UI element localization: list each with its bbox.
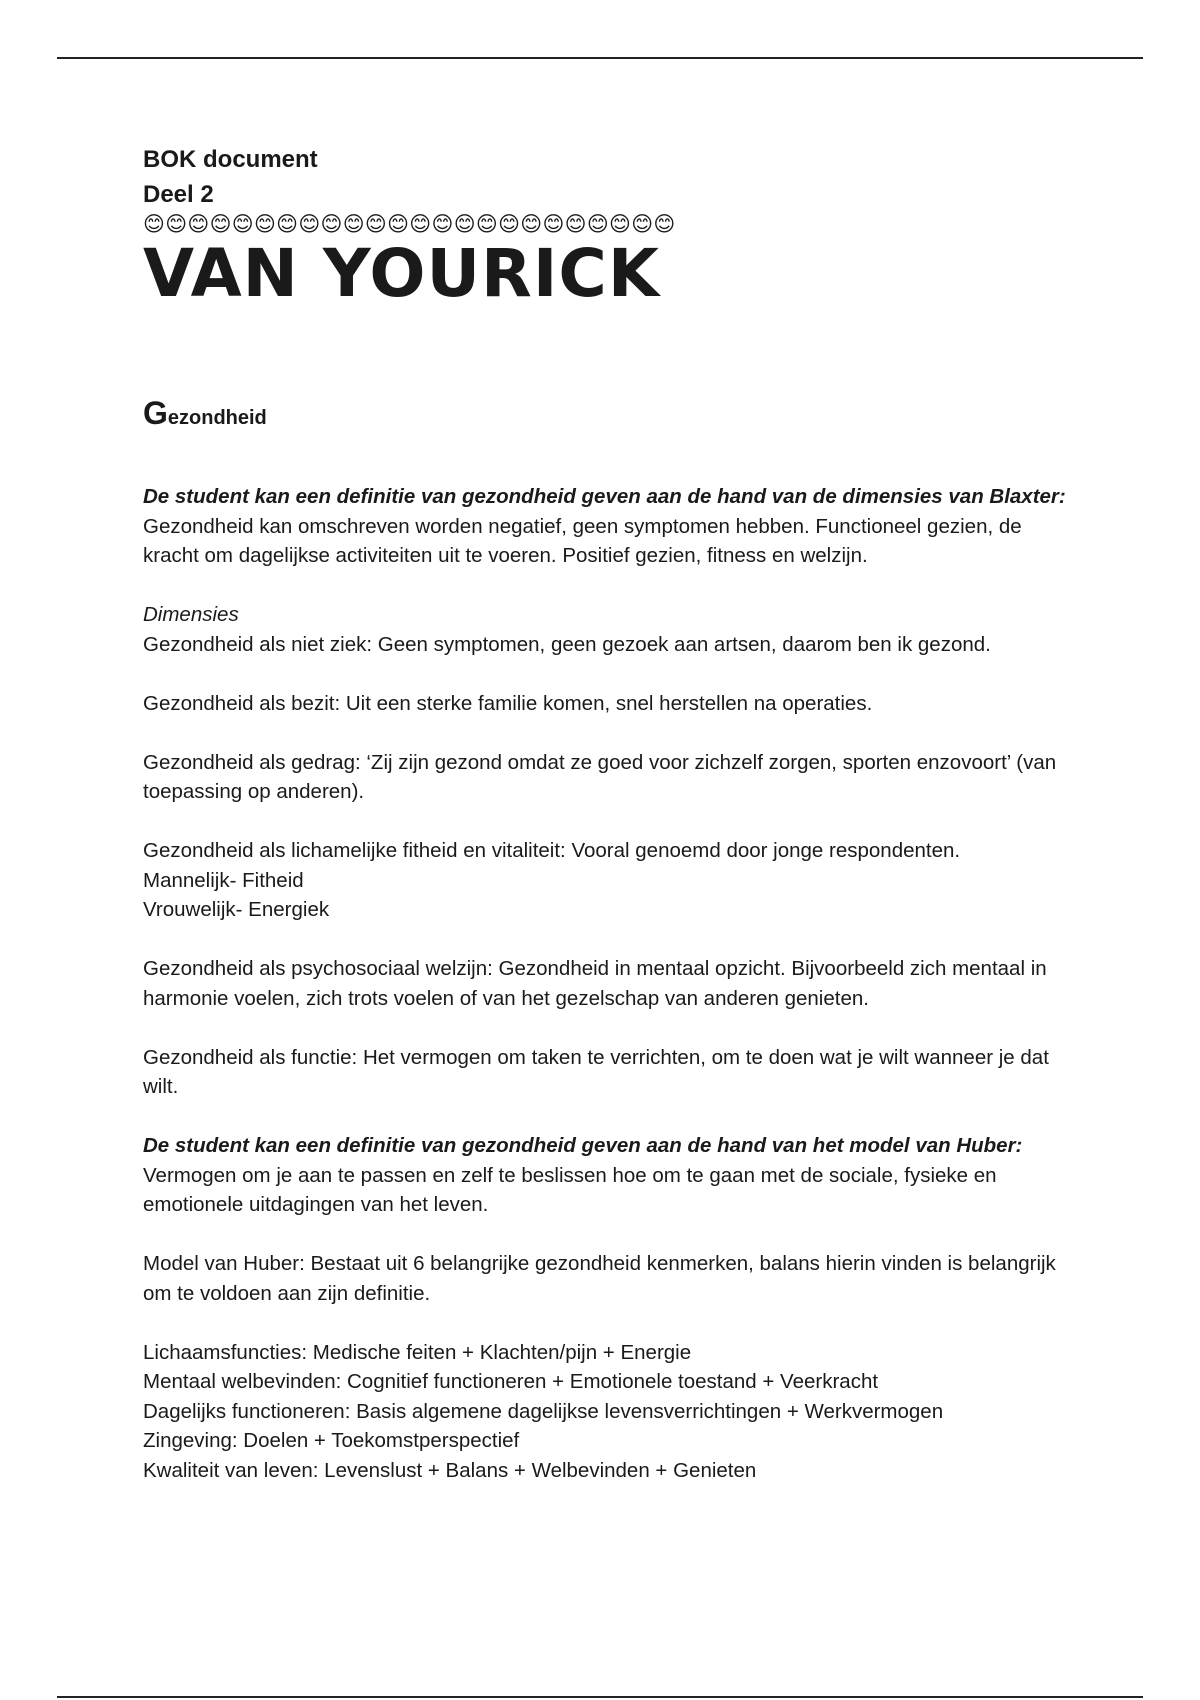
section-heading xyxy=(143,392,1083,441)
list-item: Lichaamsfuncties: Medische feiten + Klachten/pijn + Energie xyxy=(143,1340,692,1364)
dimension-functie: Gezondheid als functie: Het vermogen om taken te verrichten, om te doen wat je wilt wanneer je dat wilt. xyxy=(143,1045,1049,1098)
dimension-psychosociaal: Gezondheid als psychosociaal welzijn: Gezondheid in mentaal opzicht. Bijvoorbeeld zich mentaal in harmonie voelen, zich trots voelen of van het gezelschap van anderen genieten. xyxy=(143,957,1047,1010)
question-blaxter: De student kan een definitie van gezondheid geven aan de hand van de dimensies van Blaxter: xyxy=(143,485,1066,508)
question-huber: De student kan een definitie van gezondheid geven aan de hand van het model van Huber: xyxy=(143,1134,1023,1157)
page-title: VAN YOURICK xyxy=(143,235,660,312)
dimensions-label: Dimensies xyxy=(143,603,239,626)
list-item: Mentaal welbevinden: Cognitief functioneren + Emotionele toestand + Veerkracht xyxy=(143,1370,879,1393)
paragraph-huber-model: Model van Huber: Bestaat uit 6 belangrijke gezondheid kenmerken, balans hierin vinden is belangrijk om te voldoen aan zijn definitie. xyxy=(143,1252,1056,1305)
dimension-fitheid-male: Mannelijk- Fitheid xyxy=(143,868,304,892)
document-label: BOK document xyxy=(143,146,318,173)
bottom-rule xyxy=(57,1696,1143,1698)
smiley-row: 😊😊😊😊😊😊😊😊😊😊😊😊😊😊😊😊😊😊😊😊😊😊😊😊 xyxy=(143,212,676,236)
section-heading-initial: G xyxy=(143,395,168,431)
dimension-niet-ziek: Gezondheid als niet ziek: Geen symptomen, geen gezoek aan artsen, daarom ben ik gezond. xyxy=(143,632,991,656)
dimension-gedrag: Gezondheid als gedrag: ‘Zij zijn gezond omdat ze goed voor zichzelf zorgen, sporten enzovoort’ (van toepassing op anderen). xyxy=(143,750,1057,803)
section-heading-rest: ezondheid xyxy=(167,407,267,429)
list-item: Dagelijks functioneren: Basis algemene dagelijkse levensverrichtingen + Werkvermogen xyxy=(143,1399,944,1423)
document-body xyxy=(143,142,1083,1485)
dimension-bezit: Gezondheid als bezit: Uit een sterke familie komen, snel herstellen na operaties. xyxy=(143,691,873,715)
list-item: Zingeving: Doelen + Toekomstperspectief xyxy=(143,1429,520,1452)
paragraph-definition: Gezondheid kan omschreven worden negatief, geen symptomen hebben. Functioneel gezien, de kracht om dagelijkse activiteiten uit te voeren. Positief gezien, fitness en welzijn. xyxy=(143,514,1022,567)
document-part: Deel 2 xyxy=(143,181,214,208)
dimension-fitheid-female: Vrouwelijk- Energiek xyxy=(143,898,330,921)
dimension-fitheid: Gezondheid als lichamelijke fitheid en vitaliteit: Vooral genoemd door jonge respondenten. xyxy=(143,839,961,862)
list-item: Kwaliteit van leven: Levenslust + Balans + Welbevinden + Genieten xyxy=(143,1458,757,1482)
paragraph-huber-definition: Vermogen om je aan te passen en zelf te beslissen hoe om te gaan met de sociale, fysieke en emotionele uitdagingen van het leven. xyxy=(143,1163,997,1216)
top-rule xyxy=(57,57,1143,59)
